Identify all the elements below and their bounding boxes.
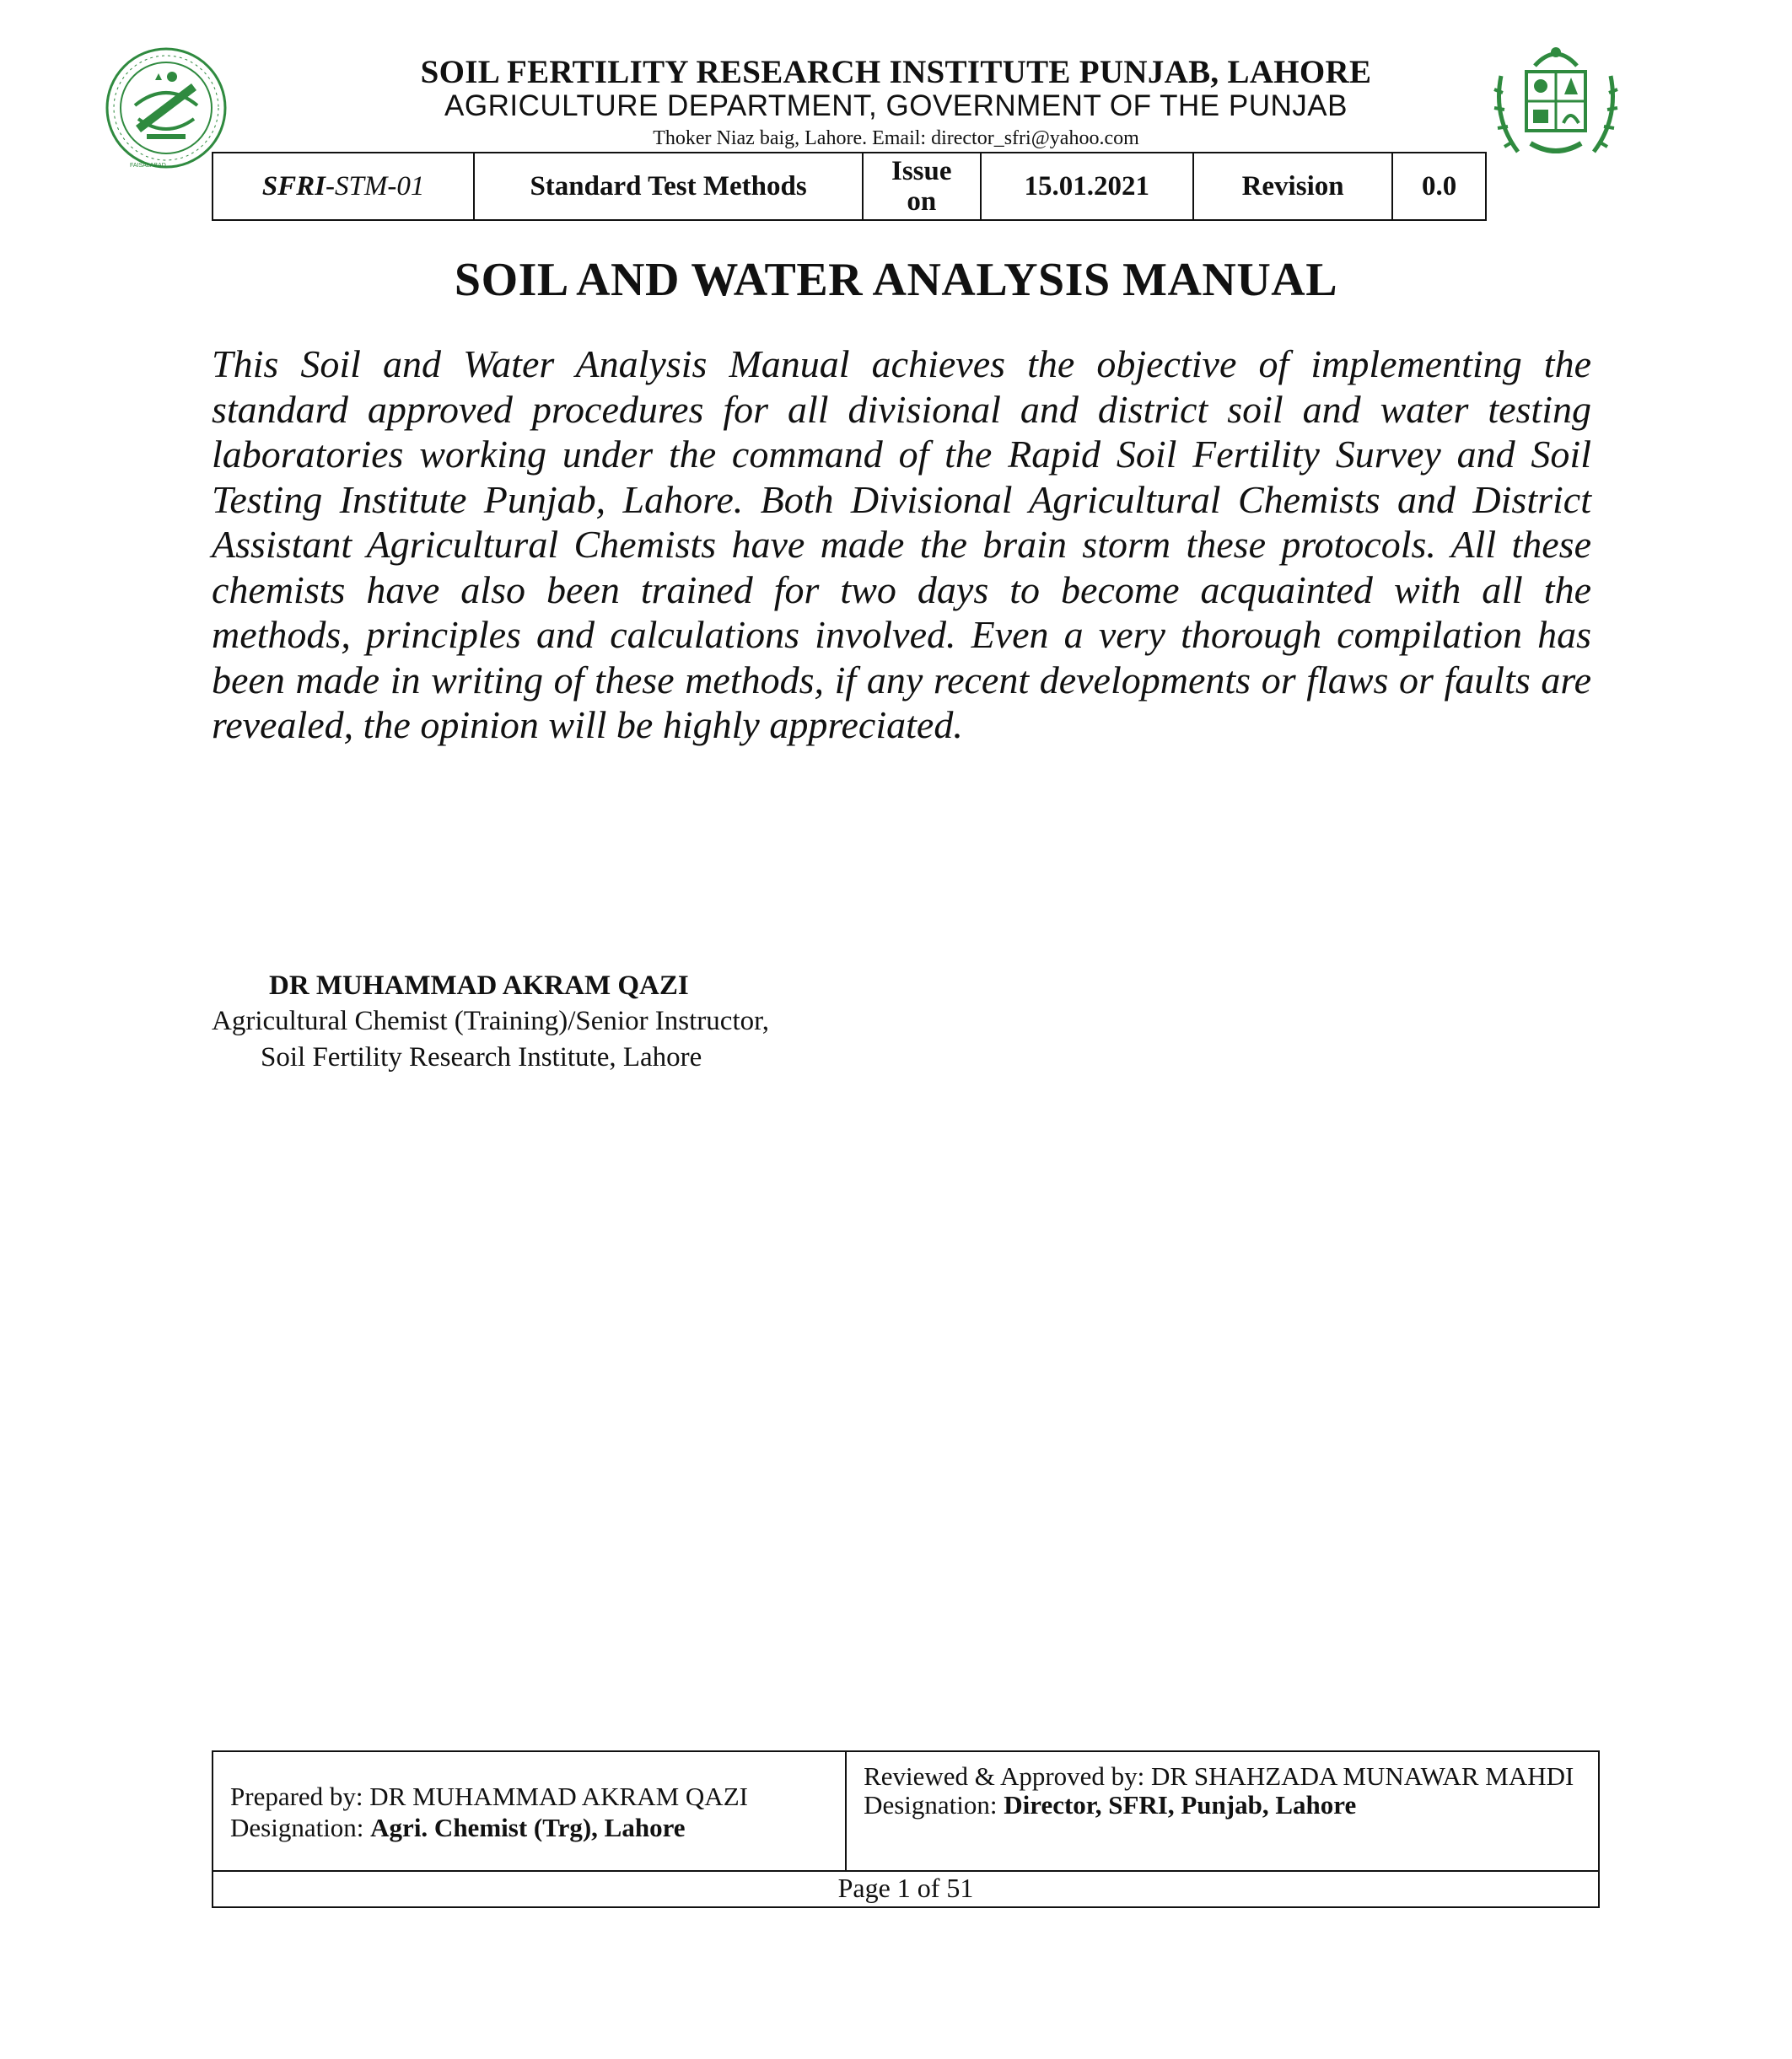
issue-date-cell: 15.01.2021 [982,153,1194,219]
reviewed-by-name: DR SHAHZADA MUNAWAR MAHDI [1151,1761,1574,1791]
issue-label-line2: on [907,186,937,217]
institute-title: SOIL FERTILITY RESEARCH INSTITUTE PUNJAB, LAHORE [420,54,1372,90]
prepared-designation-label: Designation: [230,1813,371,1842]
issue-label-line1: Issue [891,156,952,186]
revision-label-cell: Revision [1194,153,1393,219]
prepared-by-cell [213,1752,847,1870]
prepared-by-label: Prepared by: [230,1782,370,1811]
intro-paragraph: This Soil and Water Analysis Manual achieves the objective of implementing the standard approved procedures for all divisional and district soil and water testing laboratories working under the command of the Rapid Soil Fertility Survey and Soil Testing Institute Punjab, Lahore. Both Divisional Agricultural Chemists and District Assistant Agricultural Chemists have made the brain storm these protocols. All these chemists have also been trained for two days to become acquainted with all the methods, principles and calculations involved. Even a very thorough compilation has been made in writing of these methods, if any recent developments or flaws or faults are revealed, the opinion will be highly appreciated. [212,342,1591,746]
page-number: Page 1 of 51 [212,1870,1600,1908]
author-institute: Soil Fertility Research Institute, Lahore [261,1042,702,1073]
revision-value-cell: 0.0 [1422,170,1457,202]
approval-table [212,1750,1600,1872]
reviewed-by-cell [847,1752,1598,1870]
document-code-suffix: -STM-01 [326,170,425,202]
prepared-designation: Agri. Chemist (Trg), Lahore [370,1813,686,1842]
reviewed-designation: Director, SFRI, Punjab, Lahore [1004,1790,1357,1820]
manual-title: SOIL AND WATER ANALYSIS MANUAL [454,254,1338,306]
author-role: Agricultural Chemist (Training)/Senior Instructor, [212,1006,770,1036]
author-name: DR MUHAMMAD AKRAM QAZI [269,970,689,1001]
institute-address: Thoker Niaz baig, Lahore. Email: director_sfri@yahoo.com [653,127,1139,149]
department-title: AGRICULTURE DEPARTMENT, GOVERNMENT OF THE PUNJAB [444,89,1348,122]
document-type-cell: Standard Test Methods [475,153,864,219]
issue-label-cell [864,153,982,219]
reviewed-by-label: Reviewed & Approved by: [864,1761,1152,1791]
reviewed-designation-label: Designation: [864,1790,1004,1820]
logo-caption: FAISALABAD [130,163,166,169]
document-code-cell [213,153,475,219]
prepared-by-name: DR MUHAMMAD AKRAM QAZI [369,1782,748,1811]
document-code-prefix: SFRI [261,170,326,202]
document-control-table [212,152,1487,221]
